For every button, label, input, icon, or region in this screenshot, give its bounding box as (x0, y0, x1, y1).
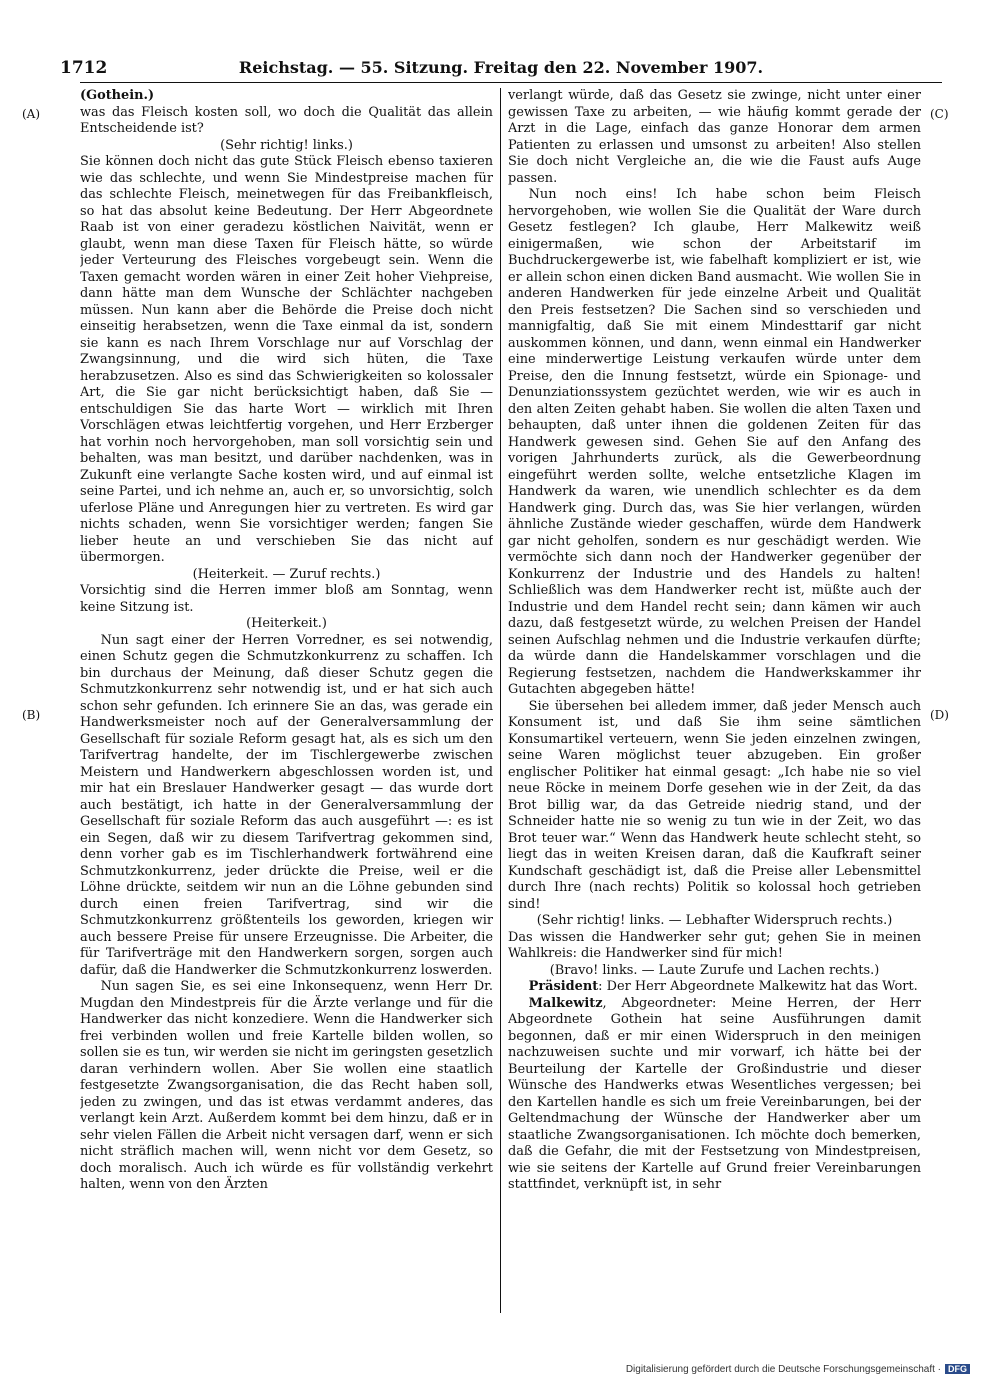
margin-mark-d: (D) (930, 708, 949, 722)
paragraph: (Sehr richtig! links. — Lebhafter Widerspruch rechts.) (536, 913, 893, 928)
header-rule (80, 82, 942, 83)
footer-credit (626, 1364, 970, 1375)
paragraph: (Heiterkeit.) (246, 616, 327, 631)
dfg-logo: DFG (945, 1364, 970, 1374)
paragraph: Nun sagen Sie, es sei eine Inkonsequenz, wenn Herr Dr. Mugdan den Mindestpreis für die Ärzte verlange und für die Handwerker das nicht konzediere. Wenn die Handwerker sich frei verbinden wollen und freie Kartelle bilden wollen, so sollen sie es tun, wir werden sie nicht im geringsten gesetzlich daran verhindern wollen. Aber Sie wollen eine staatlich festgesetzte Zwangsorganisation, die das Recht haben soll, jeden zu zwingen, und das ist etwas verdammt anderes, das verlangt kein Arzt. Außerdem kommt bei dem hinzu, daß er in sehr vielen Fällen die Arbeit nicht versagen darf, wenn er sich nicht sträflich machen will, wenn nicht vor dem Gesetz, so doch moralisch. Auch ich würde es für vollständig verkehrt halten, wenn von den Ärzten (80, 979, 493, 1192)
page-header (60, 58, 942, 80)
page-number: 1712 (60, 58, 108, 78)
paragraph: (Heiterkeit. — Zuruf rechts.) (192, 566, 381, 582)
paragraph: Präsident: Der Herr Abgeordnete Malkewitz hat das Wort. (528, 979, 918, 994)
running-head: Reichstag. — 55. Sitzung. Freitag den 22. November 1907. (238, 58, 764, 77)
paragraph: (Bravo! links. — Laute Zurufe und Lachen rechts.) (549, 962, 880, 978)
paragraph: Vorsichtig sind die Herren immer bloß am Sonntag, wenn keine Sitzung ist. (80, 583, 493, 615)
paragraph: Malkewitz, Abgeordneter: Meine Herren, der Herr Abgeordnete Gothein hat seine Ausführungen damit begonnen, daß er mir einen Widerspruch in den meinigen nachzuweisen suchte und mir vorwarf, ich hätte bei der Beurteilung der Kartelle der Großindustrie und dieser Wünsche des Handwerks etwas Wesentliches vergessen; bei den Kartellen handle es sich um freie Vereinbarungen, bei der Geltendmachung der Wünsche der Handwerker aber um staatliche Zwangsorganisationen. Ich möchte doch bemerken, daß die Gefahr, die mit der Festsetzung von Mindestpreisen, wie sie seitens der Kartelle auf Grund freier Vereinbarungen stattfindet, verknüpft ist, in sehr (508, 995, 921, 1192)
paragraph: (Sehr richtig! links.) (220, 137, 353, 153)
column-divider (500, 88, 501, 1313)
footer-text: Digitalisierung gefördert durch die Deutsche Forschungsgemeinschaft · (625, 1364, 941, 1375)
paragraph: Sie können doch nicht das gute Stück Fleisch ebenso taxieren wie das schlechte, und wenn Sie Mindestpreise machen für das schlechte Fleisch, meinetwegen für das Freibankfleisch, so hat das absolut keine Bedeutung. Der Herr Abgeordnete Raab ist von einer geradezu köstlichen Naivität, wenn er glaubt, wenn man diese Taxen für Fleisch hätte, so würde jeder Verteurung des Fleisches vorgebeugt sein. Wenn die Taxen gemacht worden wären in einer Zeit hoher Viehpreise, dann hätte man dem Wunsche der Schlächter nachgeben müssen. Nun kann aber die Behörde die Preise doch nicht einseitig herabsetzen, wenn die Taxe einmal da ist, sondern sie kann es nach Ihrem Vorschlage nur auf Vorschlag der Zwangsinnung, und die wird sich hüten, die Taxe herabzusetzen. Also es sind das Schwierigkeiten so kolossaler Art, die Sie gar nicht berücksichtigt haben, daß Sie — entschuldigen Sie das harte Wort — wirklich mit Ihren Vorschlägen etwas leichtfertig vorgehen, und Herr Erzberger hat vorhin noch hervorgehoben, man soll vorsichtig sein und behalten, was man besitzt, und darüber nachdenken, was in Zukunft eine verlangte Sache kosten wird, und auf einmal ist seine Partei, und ich nehme an, auch er, so unvorsichtig, solch uferlose Pläne und Anregungen hier zu vertreten. Es wird gar nichts schaden, wenn Sie vorsichtiger werden; fangen Sie lieber heute an und verschieben Sie das nicht auf übermorgen. (80, 154, 493, 565)
margin-mark-b: (B) (22, 708, 41, 722)
paragraph: was das Fleisch kosten soll, wo doch die Qualität das allein Entscheidende ist? (80, 104, 493, 136)
right-text-column (508, 88, 921, 1313)
paragraph: verlangt würde, daß das Gesetz sie zwinge, nicht unter einer gewissen Taxe zu arbeiten, — wie häufig kommt gerade der Arzt in die Lage, einfach das ganze Honorar dem armen Patienten zu erlassen und umsonst zu arbeiten! Also stellen Sie doch nicht Vergleiche an, die wie die Faust aufs Auge passen. (508, 88, 921, 186)
margin-mark-c: (C) (930, 107, 949, 121)
paragraph: (Gothein.) (80, 88, 155, 103)
left-text-column (80, 88, 493, 1313)
paragraph: Nun sagt einer der Herren Vorredner, es sei notwendig, einen Schutz gegen die Schmutzkonkurrenz zu schaffen. Ich bin durchaus der Meinung, daß dieser Schutz gegen die Schmutzkonkurrenz sehr notwendig ist, und er hat sich auch schon sehr gefunden. Ich erinnere Sie an das, was gerade ein Handwerksmeister noch auf der Generalversammlung der Gesellschaft für soziale Reform gesagt hat, als es sich um den Tarifvertrag handelte, der im Tischlergewerbe zwischen Meistern und Handwerkern abgeschlossen worden ist, und mir hat ein Breslauer Handwerker gesagt — das wurde dort auch bestätigt, ich hatte in der Generalversammlung der Gesellschaft für soziale Reform das auch ausgeführt —: es ist ein Segen, daß wir zu diesem Tarifvertrag gekommen sind, denn vorher gab es im Tischlerhandwerk fortwährend eine Schmutzkonkurrenz, jeder drückte die Preise, weil er die Löhne drückte, seitdem wir nun an die Löhne gebunden sind durch einen freien Tarifvertrag, sind wir die Schmutzkonkurrenz größtenteils los geworden, kriegen wir auch bessere Preise für unsere Erzeugnisse. Die Arbeiter, die für Tarifverträge mit den Handwerkern sorgen, sorgen auch dafür, daß die Handwerker die Schmutzkonkurrenz loswerden. (80, 632, 493, 978)
paragraph: Sie übersehen bei alledem immer, daß jeder Mensch auch Konsument ist, und daß Sie ihm seine sämtlichen Konsumartikel verteuern, wenn Sie jeden einzelnen zwingen, seine Waren möglichst teuer abzugeben. Ein großer englischer Politiker hat einmal gesagt: „Ich habe nie so viel neue Röcke in meinem Dorfe gesehen wie in der Zeit, da das Brot billig war, da das Getreide niedrig stand, und der Schneider hatte nie so wenig zu tun wie in der Zeit, wo das Brot teuer war.“ Wenn das Handwerk heute schlecht steht, so liegt das in weiten Kreisen daran, daß die Kaufkraft seiner Kundschaft geschädigt ist, daß die Preise aller Lebensmittel durch Ihre (nach rechts) Politik so kolossal hoch getrieben sind! (508, 698, 921, 912)
paragraph: Das wissen die Handwerker sehr gut; gehen Sie in meinen Wahlkreis: die Handwerker sind für mich! (508, 929, 921, 961)
paragraph: Nun noch eins! Ich habe schon beim Fleisch hervorgehoben, wie wollen Sie die Qualität der Ware durch Gesetz festlegen? Ich glaube, Herr Malkewitz weiß einigermaßen, wie schon der Arbeitstarif im Buchdruckergewerbe ist, wie fabelhaft kompliziert er ist, wie er allein schon einen dicken Band ausmacht. Wie wollen Sie in anderen Handwerken für jede einzelne Arbeit und Qualität den Preis festsetzen? Die Sachen sind so verschieden und mannigfaltig, daß Sie mit einem Mindesttarif gar nicht auskommen können, und dann, wenn einmal ein Handwerker eine minderwertige Leistung verkaufen würde unter dem Preise, den die Innung festsetzt, würde ein Spionage- und Denunziationssystem gezüchtet werden, wie wir es auch in den alten Zeiten gehabt haben. Sie wollen die alten Taxen und behaupten, daß unter ihnen die goldenen Zeiten für das Handwerk gewesen sind. Gehen Sie auf den Anfang des vorigen Jahrhunderts zurück, als die Gewerbeordnung eingeführt werden sollte, welche entsetzliche Klagen im Handwerk da waren, wie unendlich schlechter es da dem Handwerk ging. Durch das, was Sie hier verlangen, würden ähnliche Zustände wieder geschaffen, würde dem Handwerk gar nicht geholfen, sondern es nur geschädigt werden. Wie vermöchte sich dann noch der Handwerker gegenüber der Konkurrenz der Industrie und des Handels zu halten! Schließlich was dem Handwerker recht ist, müßte auch der Industrie und dem Handel recht sein; dann kämen wir auch dazu, daß festgesetzt würde, zu welchen Preisen der Handel seinen Aufschlag nehmen und die Industrie verkaufen dürfte; da würde dann die Handelskammer vorschlagen und die Regierung festsetzen, nachdem die Handwerkskammer ihr Gutachten abgegeben hätte! (508, 187, 921, 697)
margin-mark-a: (A) (22, 107, 41, 121)
